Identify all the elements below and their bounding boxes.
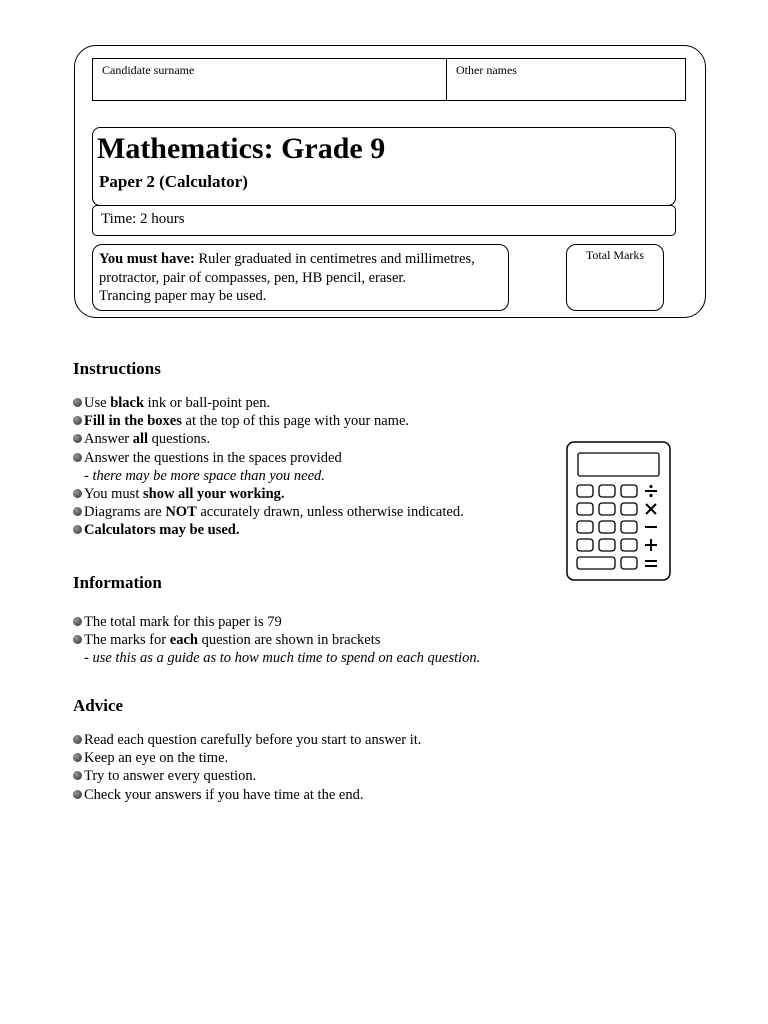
candidate-surname-label: Candidate surname [102, 63, 195, 77]
list-item: The total mark for this paper is 79 [73, 613, 480, 631]
bullet-icon [73, 489, 82, 498]
advice-heading: Advice [73, 696, 124, 715]
bullet-icon [73, 453, 82, 462]
list-item: The marks for each question are shown in brackets [73, 631, 480, 649]
list-subnote: - use this as a guide as to how much time to spend on each question. [84, 650, 481, 667]
must-have-box [92, 244, 509, 311]
candidate-surname-field[interactable] [93, 59, 447, 100]
list-item: Calculators may be used. [73, 521, 464, 539]
list-item: Fill in the boxes at the top of this page with your name. [73, 412, 464, 430]
tracing-note: Trancing paper may be used. [99, 288, 267, 304]
list-item: Try to answer every question. [73, 767, 421, 785]
list-item: Use black ink or ball-point pen. [73, 394, 464, 412]
other-names-label: Other names [456, 63, 517, 77]
calculator-icon [566, 441, 671, 582]
bullet-icon [73, 790, 82, 799]
must-have-label: You must have: [99, 251, 195, 267]
candidate-name-boxes [92, 58, 686, 101]
bullet-icon [73, 635, 82, 644]
bullet-icon [73, 525, 82, 534]
information-heading: Information [73, 573, 162, 592]
advice-list [73, 731, 421, 804]
bullet-icon [73, 771, 82, 780]
bullet-icon [73, 735, 82, 744]
list-item: Diagrams are NOT accurately drawn, unless otherwise indicated. [73, 503, 464, 521]
list-item: Answer the questions in the spaces provided [73, 449, 464, 467]
bullet-icon [73, 434, 82, 443]
time-box [92, 205, 676, 236]
total-marks-box [566, 244, 664, 311]
list-item: Keep an eye on the time. [73, 749, 421, 767]
instructions-list [73, 394, 464, 540]
paper-subtitle: Paper 2 (Calculator) [99, 172, 248, 191]
bullet-icon [73, 398, 82, 407]
list-subnote: - there may be more space than you need. [84, 467, 325, 484]
total-marks-label: Total Marks [585, 248, 645, 262]
list-item: Read each question carefully before you start to answer it. [73, 731, 421, 749]
page-title: Mathematics: Grade 9 [97, 132, 386, 165]
instructions-heading: Instructions [73, 359, 161, 378]
time-allowed: Time: 2 hours [101, 211, 185, 227]
bullet-icon [73, 753, 82, 762]
other-names-field[interactable] [447, 59, 685, 100]
information-list [73, 613, 480, 668]
bullet-icon [73, 617, 82, 626]
must-have-list: Ruler graduated in centimetres and millimetres, protractor, pair of compasses, pen, HB pencil, eraser. [99, 251, 475, 286]
list-item: Answer all questions. [73, 430, 464, 448]
must-have-text [99, 250, 509, 306]
list-item: You must show all your working. [73, 485, 464, 503]
title-box [92, 127, 676, 206]
list-item: Check your answers if you have time at the end. [73, 786, 421, 804]
bullet-icon [73, 416, 82, 425]
bullet-icon [73, 507, 82, 516]
